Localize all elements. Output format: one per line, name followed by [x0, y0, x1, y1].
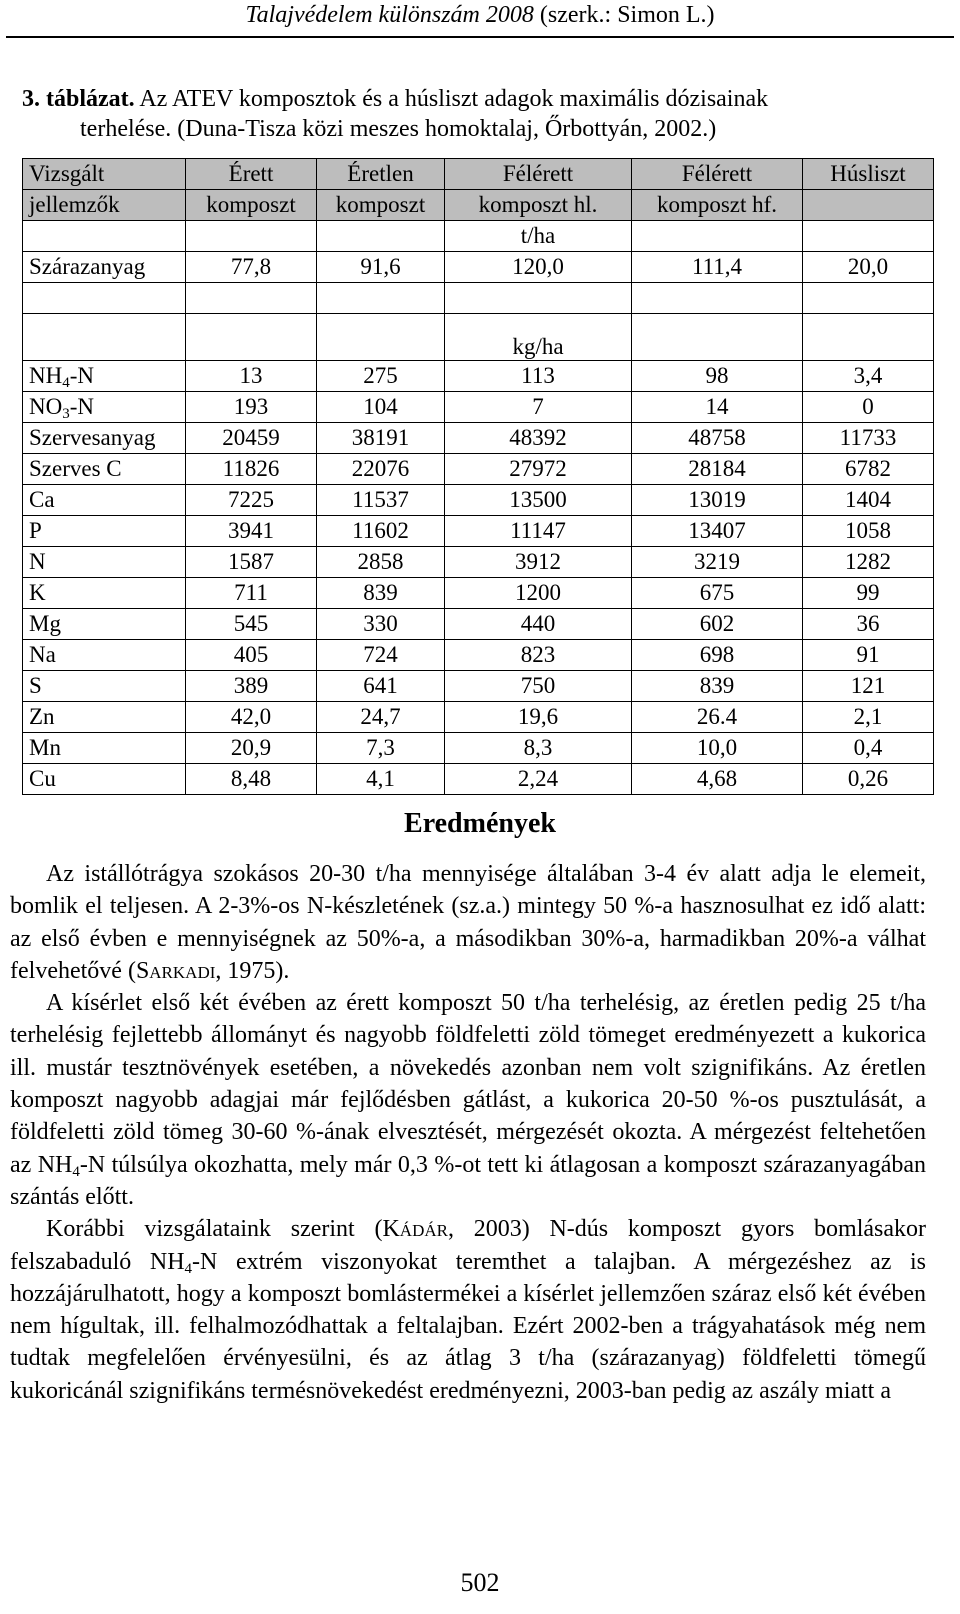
table-cell: 38191 — [317, 423, 445, 454]
table-cell: 42,0 — [186, 702, 317, 733]
paragraph-2: A kísérlet első két évében az érett komposzt 50 t/ha terhelésig, az éretlen pedig 25 t/ha terhelésig fejlettebb állományt és nagyobb földfeletti zöld tömeget eredményezett a kukorica ill. mustár tesztnövények esetében, a növekedés azonban nem volt szignifikáns. Az éretlen komposzt nagyobb adagjai már fejlődésben gátlást, a kukorica 20-50 %-os pusztulását, a földfeletti zöld tömeg 30-60 %-ának elvesztését, mérgezését okozta. A mérgezést feltehetően az $NH_4-N$ túlsúlya okozhatta, mely már 0,3 %-ot tett ki átlagosan a komposzt szárazanyagában szántás előtt. — [10, 990, 926, 1210]
table-cell: 26.4 — [632, 702, 803, 733]
table-caption — [22, 84, 942, 144]
data-table — [22, 158, 934, 795]
table-cell: 91 — [803, 640, 934, 671]
row-label: Szervesanyag — [23, 423, 186, 454]
row-label: P — [23, 516, 186, 547]
table-cell: 0,26 — [803, 764, 934, 795]
table-cell: 1058 — [803, 516, 934, 547]
table-cell: 6782 — [803, 454, 934, 485]
table-cell: 3,4 — [803, 361, 934, 392]
empty-row — [23, 283, 934, 314]
table-cell: 121 — [803, 671, 934, 702]
table-cell: 10,0 — [632, 733, 803, 764]
table-cell: 1282 — [803, 547, 934, 578]
header-cell: Éretlen — [317, 159, 445, 190]
table-cell: 4,68 — [632, 764, 803, 795]
row-label: Mg — [23, 609, 186, 640]
header-rule — [6, 36, 954, 38]
header-cell: komposzt hf. — [632, 190, 803, 221]
table-cell: 27972 — [445, 454, 632, 485]
table-cell: 91,6 — [317, 252, 445, 283]
row-label: $NO_3-N$ — [23, 392, 186, 423]
table-cell: 98 — [632, 361, 803, 392]
table-cell: 193 — [186, 392, 317, 423]
table-cell: 24,7 — [317, 702, 445, 733]
table-row — [23, 609, 934, 640]
table-cell: 13019 — [632, 485, 803, 516]
table-cell: 0,4 — [803, 733, 934, 764]
header-cell — [803, 190, 934, 221]
header-cell: komposzt hl. — [445, 190, 632, 221]
table-row — [23, 547, 934, 578]
table-cell: 7225 — [186, 485, 317, 516]
row-label: Cu — [23, 764, 186, 795]
author-name: Sarkadi — [135, 957, 216, 984]
header-cell: jellemzők — [23, 190, 186, 221]
body-text — [10, 858, 926, 1407]
table-cell: 698 — [632, 640, 803, 671]
table-cell: 48392 — [445, 423, 632, 454]
unit-label: t/ha — [445, 221, 632, 252]
page-number: 502 — [460, 1568, 500, 1597]
row-label: Na — [23, 640, 186, 671]
header-row-2 — [23, 190, 934, 221]
table-cell: 823 — [445, 640, 632, 671]
table-cell: 641 — [317, 671, 445, 702]
table-cell: 20,9 — [186, 733, 317, 764]
unit-label: kg/ha — [445, 314, 632, 361]
table-cell: 48758 — [632, 423, 803, 454]
table-cell: 11147 — [445, 516, 632, 547]
header-cell: Húsliszt — [803, 159, 934, 190]
row-label: Szerves C — [23, 454, 186, 485]
table-row — [23, 423, 934, 454]
table-cell: 11537 — [317, 485, 445, 516]
table-cell: 11826 — [186, 454, 317, 485]
table-row — [23, 671, 934, 702]
table-cell: 3219 — [632, 547, 803, 578]
table-cell: 3941 — [186, 516, 317, 547]
row-label: S — [23, 671, 186, 702]
table-cell: 3912 — [445, 547, 632, 578]
table-row — [23, 764, 934, 795]
author-name: Kádár — [382, 1216, 448, 1243]
table-cell: 36 — [803, 609, 934, 640]
table-cell: 11733 — [803, 423, 934, 454]
table-cell: 1404 — [803, 485, 934, 516]
running-head — [0, 2, 960, 29]
row-label: $NH_4-N$ — [23, 361, 186, 392]
table-cell: 545 — [186, 609, 317, 640]
table-cell: 405 — [186, 640, 317, 671]
table-cell: 839 — [317, 578, 445, 609]
table-cell: 4,1 — [317, 764, 445, 795]
table-cell: 113 — [445, 361, 632, 392]
row-label: Szárazanyag — [23, 252, 186, 283]
header-row-1 — [23, 159, 934, 190]
header-cell: Vizsgált — [23, 159, 186, 190]
table-row-dry-matter — [23, 252, 934, 283]
table-row — [23, 485, 934, 516]
table-cell: 724 — [317, 640, 445, 671]
table-row — [23, 516, 934, 547]
table-cell: 0 — [803, 392, 934, 423]
table-row — [23, 454, 934, 485]
table-cell: 111,4 — [632, 252, 803, 283]
table-cell: 330 — [317, 609, 445, 640]
caption-text-1: Az ATEV komposztok és a húsliszt adagok maximális dózisainak — [139, 86, 769, 112]
table-cell: 7,3 — [317, 733, 445, 764]
row-label: K — [23, 578, 186, 609]
table-cell: 8,3 — [445, 733, 632, 764]
table-cell: 675 — [632, 578, 803, 609]
header-cell: Félérett — [632, 159, 803, 190]
header-cell: komposzt — [186, 190, 317, 221]
table-cell: 2,24 — [445, 764, 632, 795]
table-cell: 839 — [632, 671, 803, 702]
table-label: 3. táblázat. — [22, 86, 135, 112]
table-row — [23, 361, 934, 392]
table-row — [23, 702, 934, 733]
table-row — [23, 640, 934, 671]
row-label: Zn — [23, 702, 186, 733]
table-cell: 19,6 — [445, 702, 632, 733]
table-cell: 13407 — [632, 516, 803, 547]
table-cell: 22076 — [317, 454, 445, 485]
table-cell: 711 — [186, 578, 317, 609]
row-label: N — [23, 547, 186, 578]
table-cell: 2,1 — [803, 702, 934, 733]
table-cell: 20,0 — [803, 252, 934, 283]
table-cell: 8,48 — [186, 764, 317, 795]
caption-text-2: terhelése. (Duna-Tisza közi meszes homoktalaj, Őrbottyán, 2002.) — [80, 116, 717, 142]
table-cell: 13500 — [445, 485, 632, 516]
row-label: Mn — [23, 733, 186, 764]
header-cell: Érett — [186, 159, 317, 190]
table-cell: 750 — [445, 671, 632, 702]
table-cell: 77,8 — [186, 252, 317, 283]
header-cell: komposzt — [317, 190, 445, 221]
table-cell: 1200 — [445, 578, 632, 609]
table-cell: 2858 — [317, 547, 445, 578]
row-label: Ca — [23, 485, 186, 516]
table-cell: 389 — [186, 671, 317, 702]
table-cell: 11602 — [317, 516, 445, 547]
table-cell: 14 — [632, 392, 803, 423]
table-cell: 13 — [186, 361, 317, 392]
table-cell: 440 — [445, 609, 632, 640]
section-title: Eredmények — [404, 808, 556, 839]
table-cell: 120,0 — [445, 252, 632, 283]
header-cell: Félérett — [445, 159, 632, 190]
table-cell: 104 — [317, 392, 445, 423]
paragraph-1: Az istállótrágya szokásos 20-30 t/ha mennyisége általában 3-4 év alatt adja le elemeit, bomlik el teljesen. A 2-3%-os N-készletének (sz.a.) mintegy 50 %-a hasznosulhat ez idő alatt: az első évben e mennyiségnek az 50%-a, a másodikban 30%-a, harmadikban 20%-a válhat felvehetővé (Sarkadi, 1975). — [10, 861, 926, 984]
table-cell: 7 — [445, 392, 632, 423]
table-cell: 20459 — [186, 423, 317, 454]
table-cell: 28184 — [632, 454, 803, 485]
table-cell: 602 — [632, 609, 803, 640]
paragraph-3: Korábbi vizsgálataink szerint (Kádár, 2003) N-dús komposzt gyors bomlásakor felszabaduló $NH_4-N$ extrém viszonyokat teremthet a talajban. A mérgezéshez az is hozzájárulhatott, hogy a komposzt bomlástermékei a kísérlet jellemzően száraz első két évében nem hígultak, ill. felhalmozódhattak a feltalajban. Ezért 2002-ben a trágyahatások még nem tudtak megfelelően érvényesülni, és az átlag 3 t/ha (szárazanyag) földfeletti tömegű kukoricánál szignifikáns termésnövekedést eredményezni, 2003-ban pedig az aszály miatt a — [10, 1216, 926, 1404]
table-row — [23, 733, 934, 764]
editor-credit: (szerk.: Simon L.) — [539, 2, 715, 28]
unit-row-tha — [23, 221, 934, 252]
unit-row-kgha — [23, 314, 934, 361]
table-cell: 275 — [317, 361, 445, 392]
table-cell: 1587 — [186, 547, 317, 578]
table-cell: 99 — [803, 578, 934, 609]
table-row — [23, 392, 934, 423]
journal-title: Talajvédelem különszám 2008 — [245, 2, 534, 28]
table-row — [23, 578, 934, 609]
